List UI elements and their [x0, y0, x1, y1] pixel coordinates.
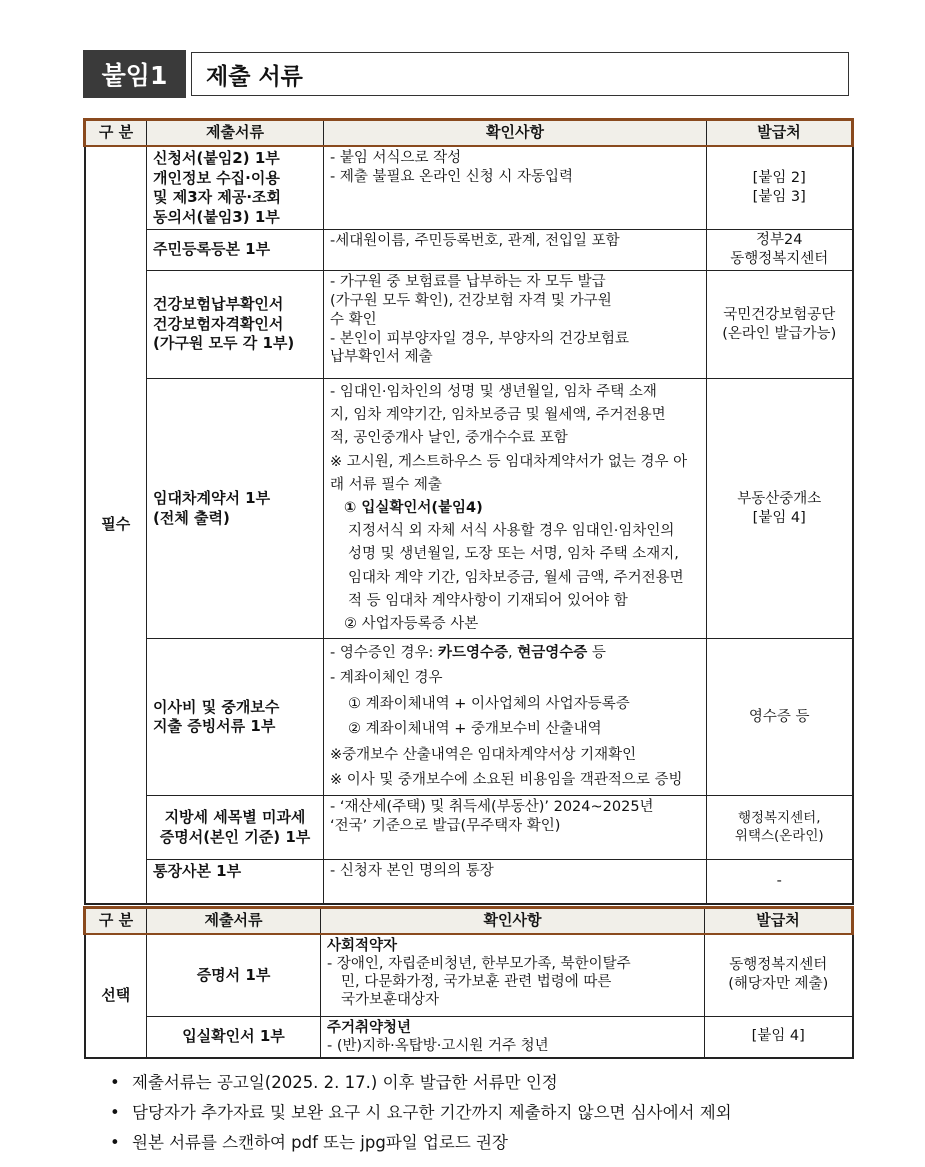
table-header-row — [85, 908, 853, 935]
table-row — [85, 146, 853, 230]
page-title: 제출 서류 — [191, 52, 849, 96]
category-optional: 선택 — [85, 934, 147, 1058]
details-cell: - 임대인·임차인의 성명 및 생년월일, 임차 주택 소재 지, 임차 계약기간, 임차보증금 및 월세액, 주거전용면 적, 공인중개사 날인, 중개수수료 포함 ※ 고시원, 게스트하우스 등 임대차계약서가 없는 경우 아 래 서류 필수 제출 ① 입실확인서(붙임4) 지정서식 외 자체 서식 사용할 경우 임대인·임차인의 성명 및 생년월일, 도장 또는 서명, 임차 주택 소재지, 임대차 계약 기간, 임차보증금, 월세 금액, 주거전용면 적 등 임대차 계약사항이 기재되어 있어야 함 ② 사업자등록증 사본 — [324, 379, 707, 639]
issuer-cell: 영수증 등 — [707, 639, 853, 796]
attachment-badge: 붙임1 — [83, 50, 186, 98]
header-category: 구 분 — [85, 908, 147, 935]
table-row — [85, 379, 853, 639]
document-name: 건강보험납부확인서 건강보험자격확인서 (가구원 모두 각 1부) — [147, 271, 324, 379]
issuer-cell: 동행정복지센터 (해당자만 제출) — [705, 934, 853, 1016]
table-row — [85, 1016, 853, 1058]
document-name: 통장사본 1부 — [147, 860, 324, 904]
document-name: 증명서 1부 — [147, 934, 321, 1016]
notes-list — [110, 1068, 732, 1158]
sub-item-title: ① 입실확인서(붙임4) — [344, 499, 483, 516]
details-cell: - ‘재산세(주택) 및 취득세(부동산)’ 2024~2025년 ‘전국’ 기준으로 발급(무주택자 확인) — [324, 796, 707, 860]
header-document: 제출서류 — [147, 908, 321, 935]
table-row — [85, 639, 853, 796]
issuer-cell: [붙임 2] [붙임 3] — [707, 146, 853, 230]
table-row — [85, 860, 853, 904]
list-item: • 제출서류는 공고일(2025. 2. 17.) 이후 발급한 서류만 인정 — [110, 1068, 732, 1098]
document-name: 이사비 및 중개보수 지출 증빙서류 1부 — [147, 639, 324, 796]
table-row — [85, 796, 853, 860]
table-row — [85, 934, 853, 1016]
list-item: • 담당자가 추가자료 및 보완 요구 시 요구한 기간까지 제출하지 않으면 심사에서 제외 — [110, 1098, 732, 1128]
optional-documents-table — [83, 906, 854, 1059]
table-header-row — [85, 120, 853, 147]
header-details: 확인사항 — [324, 120, 707, 147]
issuer-cell: 부동산중개소 [붙임 4] — [707, 379, 853, 639]
issuer-cell: [붙임 4] — [705, 1016, 853, 1058]
header-category: 구 분 — [85, 120, 147, 147]
details-cell: - 가구원 중 보험료를 납부하는 자 모두 발급 (가구원 모두 확인), 건강보험 자격 및 가구원 수 확인 - 본인이 피부양자일 경우, 부양자의 건강보험료 납부확인서 제출 — [324, 271, 707, 379]
document-name: 지방세 세목별 미과세 증명서(본인 기준) 1부 — [147, 796, 324, 860]
list-item: • 원본 서류를 스캔하여 pdf 또는 jpg파일 업로드 권장 — [110, 1128, 732, 1158]
details-cell: -세대원이름, 주민등록번호, 관계, 전입일 포함 — [324, 230, 707, 271]
details-cell: 사회적약자 - 장애인, 자립준비청년, 한부모가족, 북한이탈주 민, 다문화가정, 국가보훈 관련 법령에 따른 국가보훈대상자 — [321, 934, 705, 1016]
issuer-cell: 국민건강보험공단 (온라인 발급가능) — [707, 271, 853, 379]
document-name: 주민등록등본 1부 — [147, 230, 324, 271]
table-row — [85, 271, 853, 379]
required-documents-table — [83, 118, 854, 905]
issuer-cell: 행정복지센터, 위택스(온라인) — [707, 796, 853, 860]
header-issuer: 발급처 — [707, 120, 853, 147]
details-cell: - 신청자 본인 명의의 통장 — [324, 860, 707, 904]
details-cell: - 붙임 서식으로 작성 - 제출 불필요 온라인 신청 시 자동입력 — [324, 146, 707, 230]
section-header — [83, 50, 851, 98]
details-cell: - 영수증인 경우: 카드영수증, 현금영수증 등 - 계좌이체인 경우 ① 계좌이체내역 + 이사업체의 사업자등록증 ② 계좌이체내역 + 중개보수비 산출내역 ※중개보수 산출내역은 임대차계약서상 기재확인 ※ 이사 및 중개보수에 소요된 비용임을 객관적으로 증빙 — [324, 639, 707, 796]
category-required: 필수 — [85, 146, 147, 904]
document-name: 임대차계약서 1부 (전체 출력) — [147, 379, 324, 639]
document-name: 입실확인서 1부 — [147, 1016, 321, 1058]
issuer-cell: 정부24 동행정복지센터 — [707, 230, 853, 271]
header-issuer: 발급처 — [705, 908, 853, 935]
issuer-cell: - — [707, 860, 853, 904]
document-name: 신청서(붙임2) 1부 개인정보 수집·이용 및 제3자 제공·조회 동의서(붙임3) 1부 — [147, 146, 324, 230]
table-row — [85, 230, 853, 271]
header-details: 확인사항 — [321, 908, 705, 935]
header-document: 제출서류 — [147, 120, 324, 147]
details-cell: 주거취약청년 - (반)지하·옥탑방·고시원 거주 청년 — [321, 1016, 705, 1058]
